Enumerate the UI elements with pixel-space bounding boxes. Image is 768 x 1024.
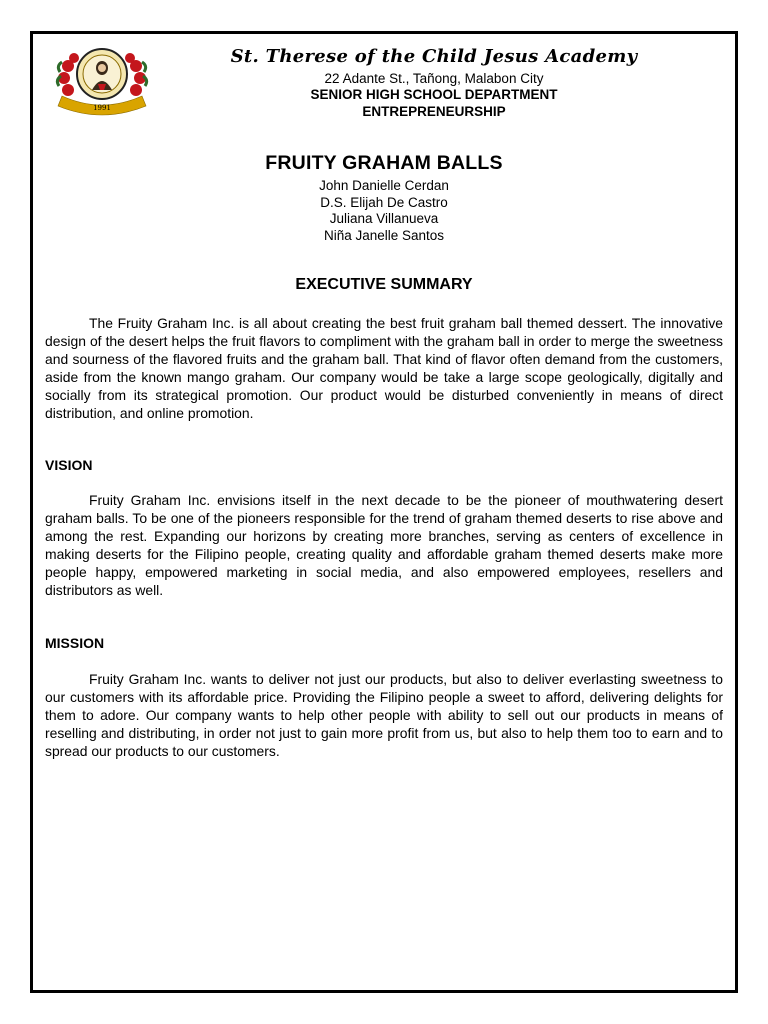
subject-name: ENTREPRENEURSHIP (362, 104, 506, 119)
author-name: Juliana Villanueva (329, 211, 439, 226)
department-name: SENIOR HIGH SCHOOL DEPARTMENT (310, 87, 558, 102)
executive-summary-text: The Fruity Graham Inc. is all about creating the best fruit graham ball themed dessert. The innovative design of the desert helps the fruit flavors to compliment with the graham ball in order to merge the sweetness and sourness of the flavored fruits and the graham ball. That kind of flavor often demand from the customers, aside from the known mango graham. Our company would be take a large scope geologically, digitally and socially from its strategical promotion. Our product would be disturbed conveniently in means of direct distribution, and online promotion. (45, 315, 723, 421)
mission-heading: MISSION (45, 635, 105, 651)
svg-text:1991: 1991 (93, 104, 111, 112)
document-title: FRUITY GRAHAM BALLS (265, 152, 503, 174)
school-name: St. Therese of the Child Jesus Academy (230, 46, 638, 67)
vision-heading: VISION (45, 457, 93, 473)
mission-text: Fruity Graham Inc. wants to deliver not just our products, but also to deliver everlasting sweetness to our customers with its affordable price. Providing the Filipino people a sweet to afford, delivering delights for them to adore. Our company wants to help other people with ability to sell out our products in means of reselling and distributing, in order not just to gain more profit from us, but also to help them too to earn and to spread our products to our customers. (45, 671, 723, 759)
executive-summary-heading: EXECUTIVE SUMMARY (295, 276, 473, 293)
vision-text: Fruity Graham Inc. envisions itself in the next decade to be the pioneer of mouthwatering desert graham balls. To be one of the pioneers responsible for the trend of graham themed deserts to rise above and among the rest. Expanding our horizons by creating more branches, serving as centers of excellence in making deserts for the Filipino people, creating quality and affordable graham themed deserts make more people happy, empowered marketing in social media, and also empowered employees, resellers and distributors as well. (45, 492, 723, 598)
school-address: 22 Adante St., Tañong, Malabon City (324, 71, 544, 86)
author-list (0, 178, 768, 244)
author-name: John Danielle Cerdan (319, 178, 449, 193)
author-name: D.S. Elijah De Castro (320, 194, 448, 210)
author-name: Niña Janelle Santos (323, 227, 445, 243)
